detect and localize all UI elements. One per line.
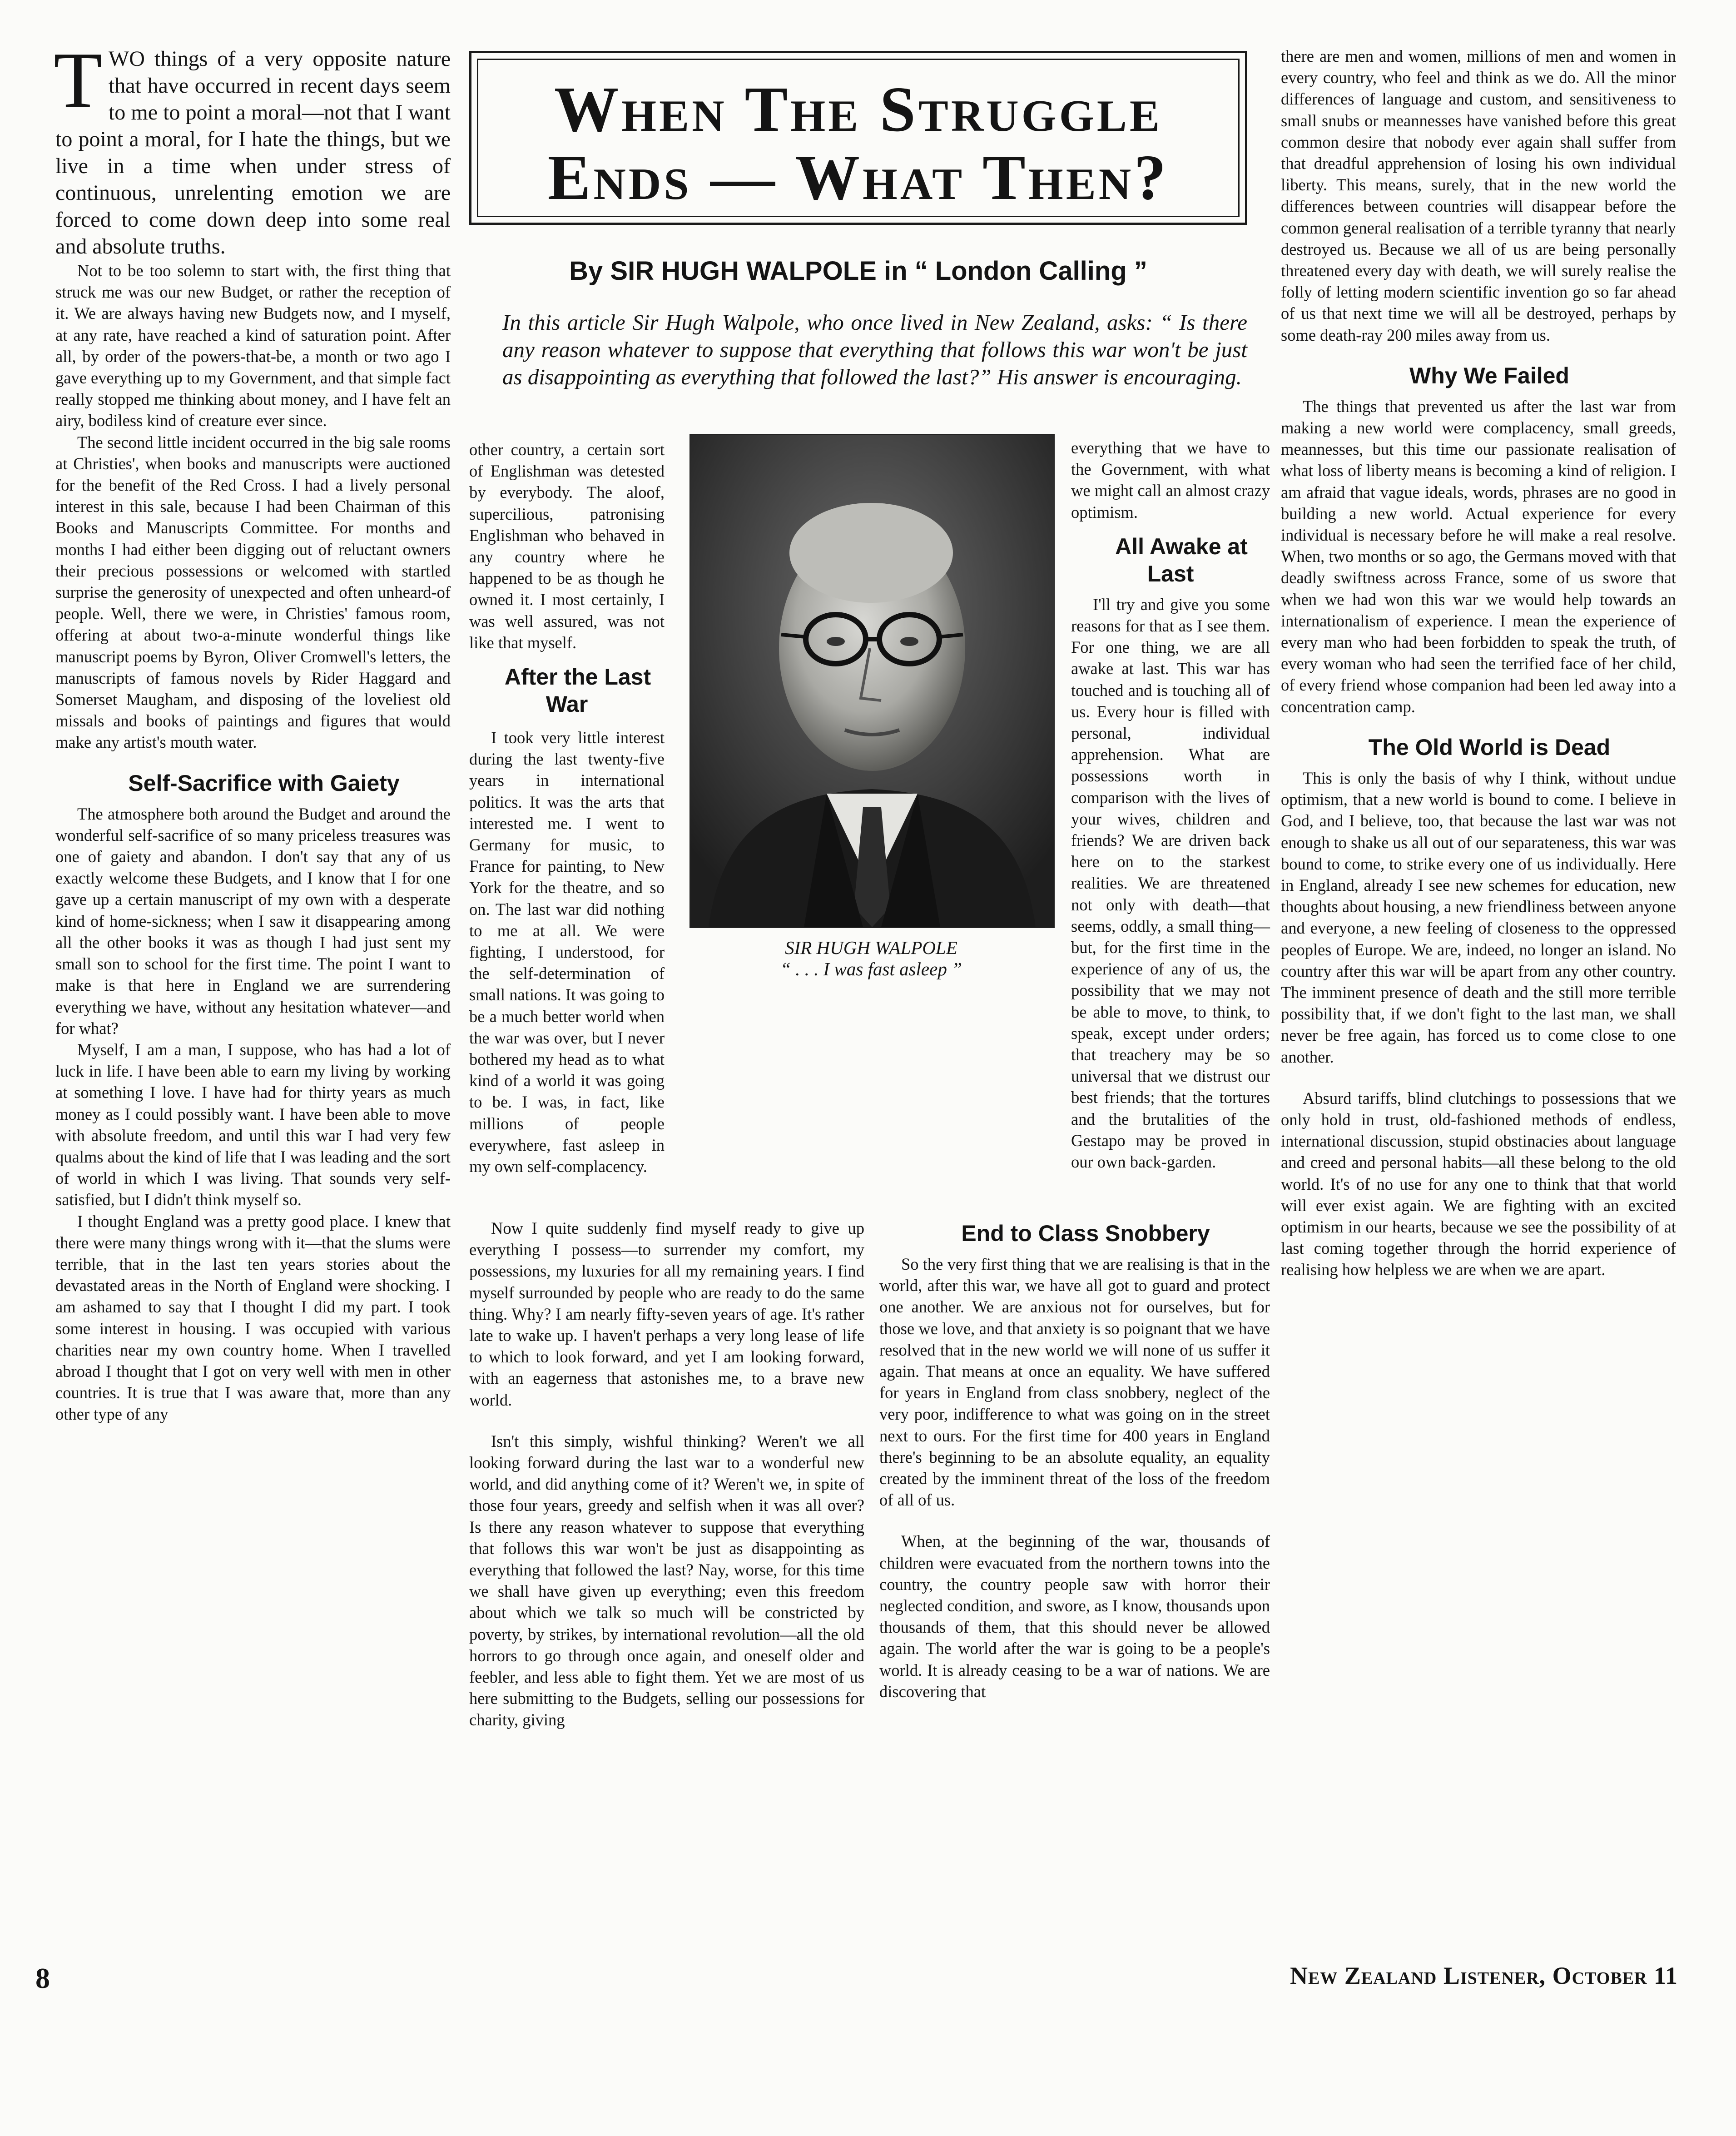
paragraph: Myself, I am a man, I suppose, who has had a lot of luck in life. I have been able to earn my living by working at something I love. I have had for thirty years as much money as I could possibly want. I have been able to move with absolute freedom, and until this war I had very few qualms about the kind of life that I was leading and the sort of world in which I was living. That sounds very self-satisfied, but I didn't think myself so. [55,1040,451,1209]
lead-text: WO things of a very opposite nature that have occurred in recent days seem to me to point a moral—not that I want to point a moral, for I hate the things, but we live in a time when under stress of continuous, unrelenting emotion we are forced to come down deep into some real and absolute truths. [55,47,451,258]
column-4 [1281,45,1676,1899]
paragraph: This is only the basis of why I think, without undue optimism, that a new world is bound to come. I believe in God, and I believe, too, that because the last war was not enough to shake us all out of our separateness, this war was bound to come, to strike every one of us individually. Here in England, already I see new schemes for education, new thoughts about housing, a new friendliness between anyone and everyone, a new feeling of closeness to the oppressed peoples of Europe. We are, indeed, no longer an island. No country after this war will be apart from any other country. The imminent presence of death and the still more terrible possibility that, if we don't fight to the last man, we shall never be free again, has forced us to come close to one another. [1281,768,1676,1066]
paragraph: I thought England was a pretty good place. I knew that there were many things wrong with it—that the slums were terrible, that in the last ten years stories about the devastated areas in the North of England were shocking. I am ashamed to say that I thought I did my part. I took some interest in housing. I was occupied with various charities near my own country home. When I travelled abroad I thought that I got on very well with men in other countries. It is true that I was aware that, more than any other type of any [55,1212,451,1424]
paragraph: When, at the beginning of the war, thousands of children were evacuated from the northern towns into the country, the country people saw with horror their neglected condition, and swore, as I know, thousands upon thousands of them, that this should never be allowed again. The world after the war is going to be a people's world. It is already ceasing to be a war of nations. We are discovering that [879,1532,1270,1701]
title-line-1: When The Struggle [554,73,1162,145]
paragraph: other country, a certain sort of Englishman was detested by everybody. The aloof, supercilious, patronising Englishman who behaved in any country where he happened to be as though he owned it. I most certainly, I was well assured, was not like that myself. [469,440,665,652]
paragraph: Absurd tariffs, blind clutchings to possessions that we only hold in trust, old-fashioned methods of endless, international discussion, stupid obstinacies about language and creed and personal habits—all these belong to the old world. It's of no use for any one to think that that world will ever exist again. We are fighting with an excited optimism in our hearts, because we see the possibility of at last coming together through the horrid experience of realising how helpless we are when we are apart. [1281,1088,1676,1279]
paragraph: The atmosphere both around the Budget and around the wonderful self-sacrifice of so many priceless treasures was one of gaiety and abandon. I don't say that any of us exactly welcome these Budgets, and I know that I for one gave up a certain manuscript of my own with a desperate kind of home-sickness; when I saw it disappearing among all the other books it was as though I had just sent my small son to school for the first time. The point I want to make is that here in England we are surrendering everything we have, without any hesitation whatever—and for what? [55,804,451,1038]
paragraph: Not to be too solemn to start with, the first thing that struck me was our new Budget, or rather the reception of it. We are always having new Budgets now, and I myself, at any rate, have reached a kind of saturation point. After all, by order of the powers-that-be, a month or two ago I gave everything up to my Government, and that simple fact really stopped me thinking about money, and I have felt an airy, bodiless kind of creature ever since. [55,261,451,430]
portrait-illustration [690,435,1054,927]
section-heading: End to Class Snobbery [961,1221,1210,1246]
publication-footer: New Zealand Listener, October 11 [1290,1962,1678,1989]
section-heading: Self-Sacrifice with Gaiety [128,770,400,796]
photo-caption [689,937,1053,980]
lead-paragraph [54,36,451,260]
paragraph: everything that we have to the Government, with what we might call an almost crazy optimism. [1071,438,1270,522]
byline: By SIR HUGH WALPOLE in “ London Calling ” [569,256,1147,286]
paragraph: Now I quite suddenly find myself ready to give up everything I possess—to surrender my comfort, my possessions, my luxuries for all my remaining years. I find myself surrounded by people who are ready to do the same thing. Why? I am nearly fifty-seven years of age. It's rather late to wake up. I haven't perhaps a very long lease of life to which to look forward, and yet I am looking forward, with an eagerness that astonishes me, to a brave new world. [469,1219,864,1409]
paragraph: Isn't this simply, wishful thinking? Weren't we all looking forward during the last war to a wonderful new world, and did anything come of it? Weren't we, in spite of those four years, greedy and selfish when it was all over? Is there any reason whatever to suppose that everything that follows this war won't be just as disappointing as everything that followed the last? Nay, worse, for this time we shall have given up everything; even this freedom about which we talk so much will be constricted by poverty, by strikes, by international revolution—all the old horrors to go through once again, and oneself older and feebler, and less able to fight them. Yet we are most of us here submitting to the Budgets, selling our possessions for charity, giving [469,1431,864,1729]
column-2-wide [469,1217,864,1899]
section-heading: All Awake at Last [1115,533,1248,586]
section-heading: After the Last War [504,664,651,717]
section-heading: Why We Failed [1409,363,1569,388]
title-box [469,51,1247,225]
paragraph: I took very little interest during the last twenty-five years in international politics. It was the arts that interested me. I went to Germany for music, to France for painting, to New York for the theatre, and so on. The last war did nothing to me at all. We were fighting, I understood, for the self-determination of small nations. It was going to be a much better world when the war was over, but I never bothered my head as to what kind of a world it was going to be. I was, in fact, like millions of people everywhere, fast asleep in my own self-complacency. [469,728,665,1176]
column-2-narrow [469,439,665,1176]
article-title [471,75,1245,211]
caption-quote: “ . . . I was fast asleep ” [780,959,962,979]
section-heading: The Old World is Dead [1368,734,1611,760]
portrait-photo [689,434,1055,928]
intro-text: In this article Sir Hugh Walpole, who once lived in New Zealand, asks: “ Is there any reason whatever to suppose that everything that follows this war won't be just as disappointing as everything that followed the last?” His answer is encouraging. [502,310,1247,389]
column-3-wide [879,1217,1270,1899]
paragraph: The second little incident occurred in the big sale rooms at Christies', when books and manuscripts were auctioned for the benefit of the Red Cross. I had a lively personal interest in this sale, because I had been Chairman of this Books and Manuscripts Committee. For months and months I had either been digging out of reluctant owners their precious possessions or welcomed with startled surprise the generosity of unexpected and often unheard-of people. Well, there we were, in Christies' famous room, offering at about two-a-minute wonderful things like manuscript poems by Byron, Oliver Cromwell's letters, the manuscripts of famous novels by Rider Haggard and Somerset Maugham, and disposing of the loveliest old missals and books of paintings and figures that would make any artist's mouth water. [55,432,451,752]
paragraph: The things that prevented us after the last war from making a new world were complacency, small greeds, meannesses, but this time our passionate realisation of what loss of liberty means is becoming a kind of religion. I am afraid that vague ideals, words, phrases are no good in building a new world. Actual experience for every individual is necessary before he will make a real resolve. When, two months or so ago, the Germans moved with that deadly swiftness across France, some of us swore that when we had won this war we would help towards an internationalism of experience. I mean the experience of every man who had been forbidden to speak the truth, of every woman who had seen the terrified face of her child, of every friend whose companion had been led away into a concentration camp. [1281,397,1676,716]
title-line-2: Ends — What Then? [547,141,1169,213]
caption-name: SIR HUGH WALPOLE [785,937,957,958]
page-number: 8 [35,1962,50,1994]
paragraph: I'll try and give you some reasons for that as I see them. For one thing, we are all awake at last. This war has touched and is touching all of us. Every hour is filled with personal, individual apprehension. What are possessions worth in comparison with the lives of your wives, children and friends? We are driven back here on to the starkest realities. We are threatened not only with death—that seems, oddly, a small thing—but, for the first time in the experience of any of us, the possibility that we may not be able to move, to think, to speak, except under orders; that treachery may be so universal that we distrust our best friends; that the tortures and the brutalities of the Gestapo may be proved in our own back-garden. [1071,595,1270,1172]
paragraph: there are men and women, millions of men and women in every country, who feel and think as we do. All the minor differences of language and custom, and sensitiveness to small snubs or meannesses have vanished before this great common desire that nobody ever again shall suffer from that dreadful apprehension of losing his own individual liberty. This means, surely, that in the new world the differences between countries will disappear before the common general realisation of a terrible tyranny that nearly destroyed us. Because we all of us are being personally threatened every day with death, we will surely realise the folly of letting modern scientific invention go so far ahead of us that next time we will all be destroyed, perhaps by some death-ray 200 miles away from us. [1281,47,1676,344]
drop-cap: T [54,36,102,124]
paragraph: So the very first thing that we are realising is that in the world, after this war, we have all got to guard and protect one another. We are anxious not for ourselves, but for those we love, and that anxiety is so poignant that we have resolved that in the new world we will none of us suffer it again. That means at once an equality. We have suffered for years in England from class snobbery, neglect of the very poor, indifference to what was going on in the street next to ours. For the first time for 400 years in England there's beginning to be an absolute equality, an equality created by the imminent threat of the loss of the freedom of all of us. [879,1255,1270,1510]
column-1 [54,36,451,1899]
column-3-narrow [1071,437,1270,1172]
